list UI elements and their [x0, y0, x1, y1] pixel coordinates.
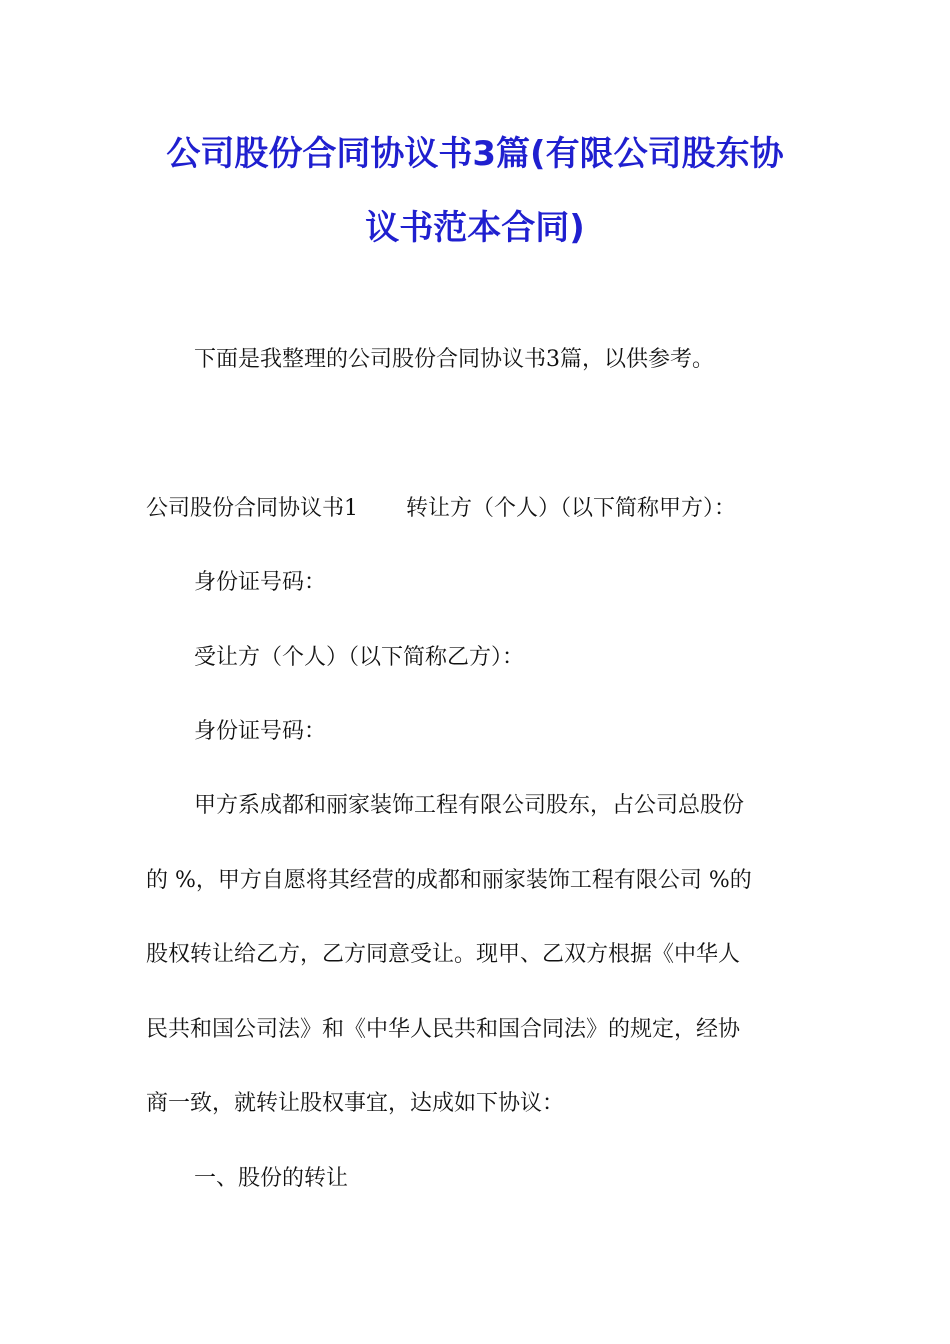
- paragraph-line: 甲方系成都和丽家装饰工程有限公司股东，占公司总股份: [194, 793, 745, 818]
- intro-paragraph: 下面是我整理的公司股份合同协议书3篇，以供参考。: [194, 347, 714, 372]
- transferee-id-label: 身份证号码：: [194, 719, 327, 744]
- transferor-label: 转让方（个人）（以下简称甲方）：: [406, 496, 737, 521]
- document-title-line-2: 议书范本合同): [365, 208, 585, 248]
- document-title-line-1: 公司股份合同协议书3篇(有限公司股东协: [166, 134, 784, 174]
- clause-1-heading: 一、股份的转让: [194, 1166, 349, 1191]
- transferor-id-label: 身份证号码：: [194, 570, 327, 595]
- section-1-header-line: [146, 494, 810, 524]
- transferee-label: 受让方（个人）（以下简称乙方）：: [194, 645, 525, 670]
- paragraph-line: 民共和国公司法》和《中华人民共和国合同法》的规定，经协: [146, 1017, 741, 1042]
- paragraph-line: 的 %，甲方自愿将其经营的成都和丽家装饰工程有限公司 %的: [146, 868, 752, 893]
- section-1-heading: 公司股份合同协议书1: [146, 496, 358, 521]
- paragraph-line: 股权转让给乙方，乙方同意受让。现甲、乙双方根据《中华人: [146, 942, 741, 967]
- paragraph-line: 商一致，就转让股权事宜，达成如下协议：: [146, 1091, 565, 1116]
